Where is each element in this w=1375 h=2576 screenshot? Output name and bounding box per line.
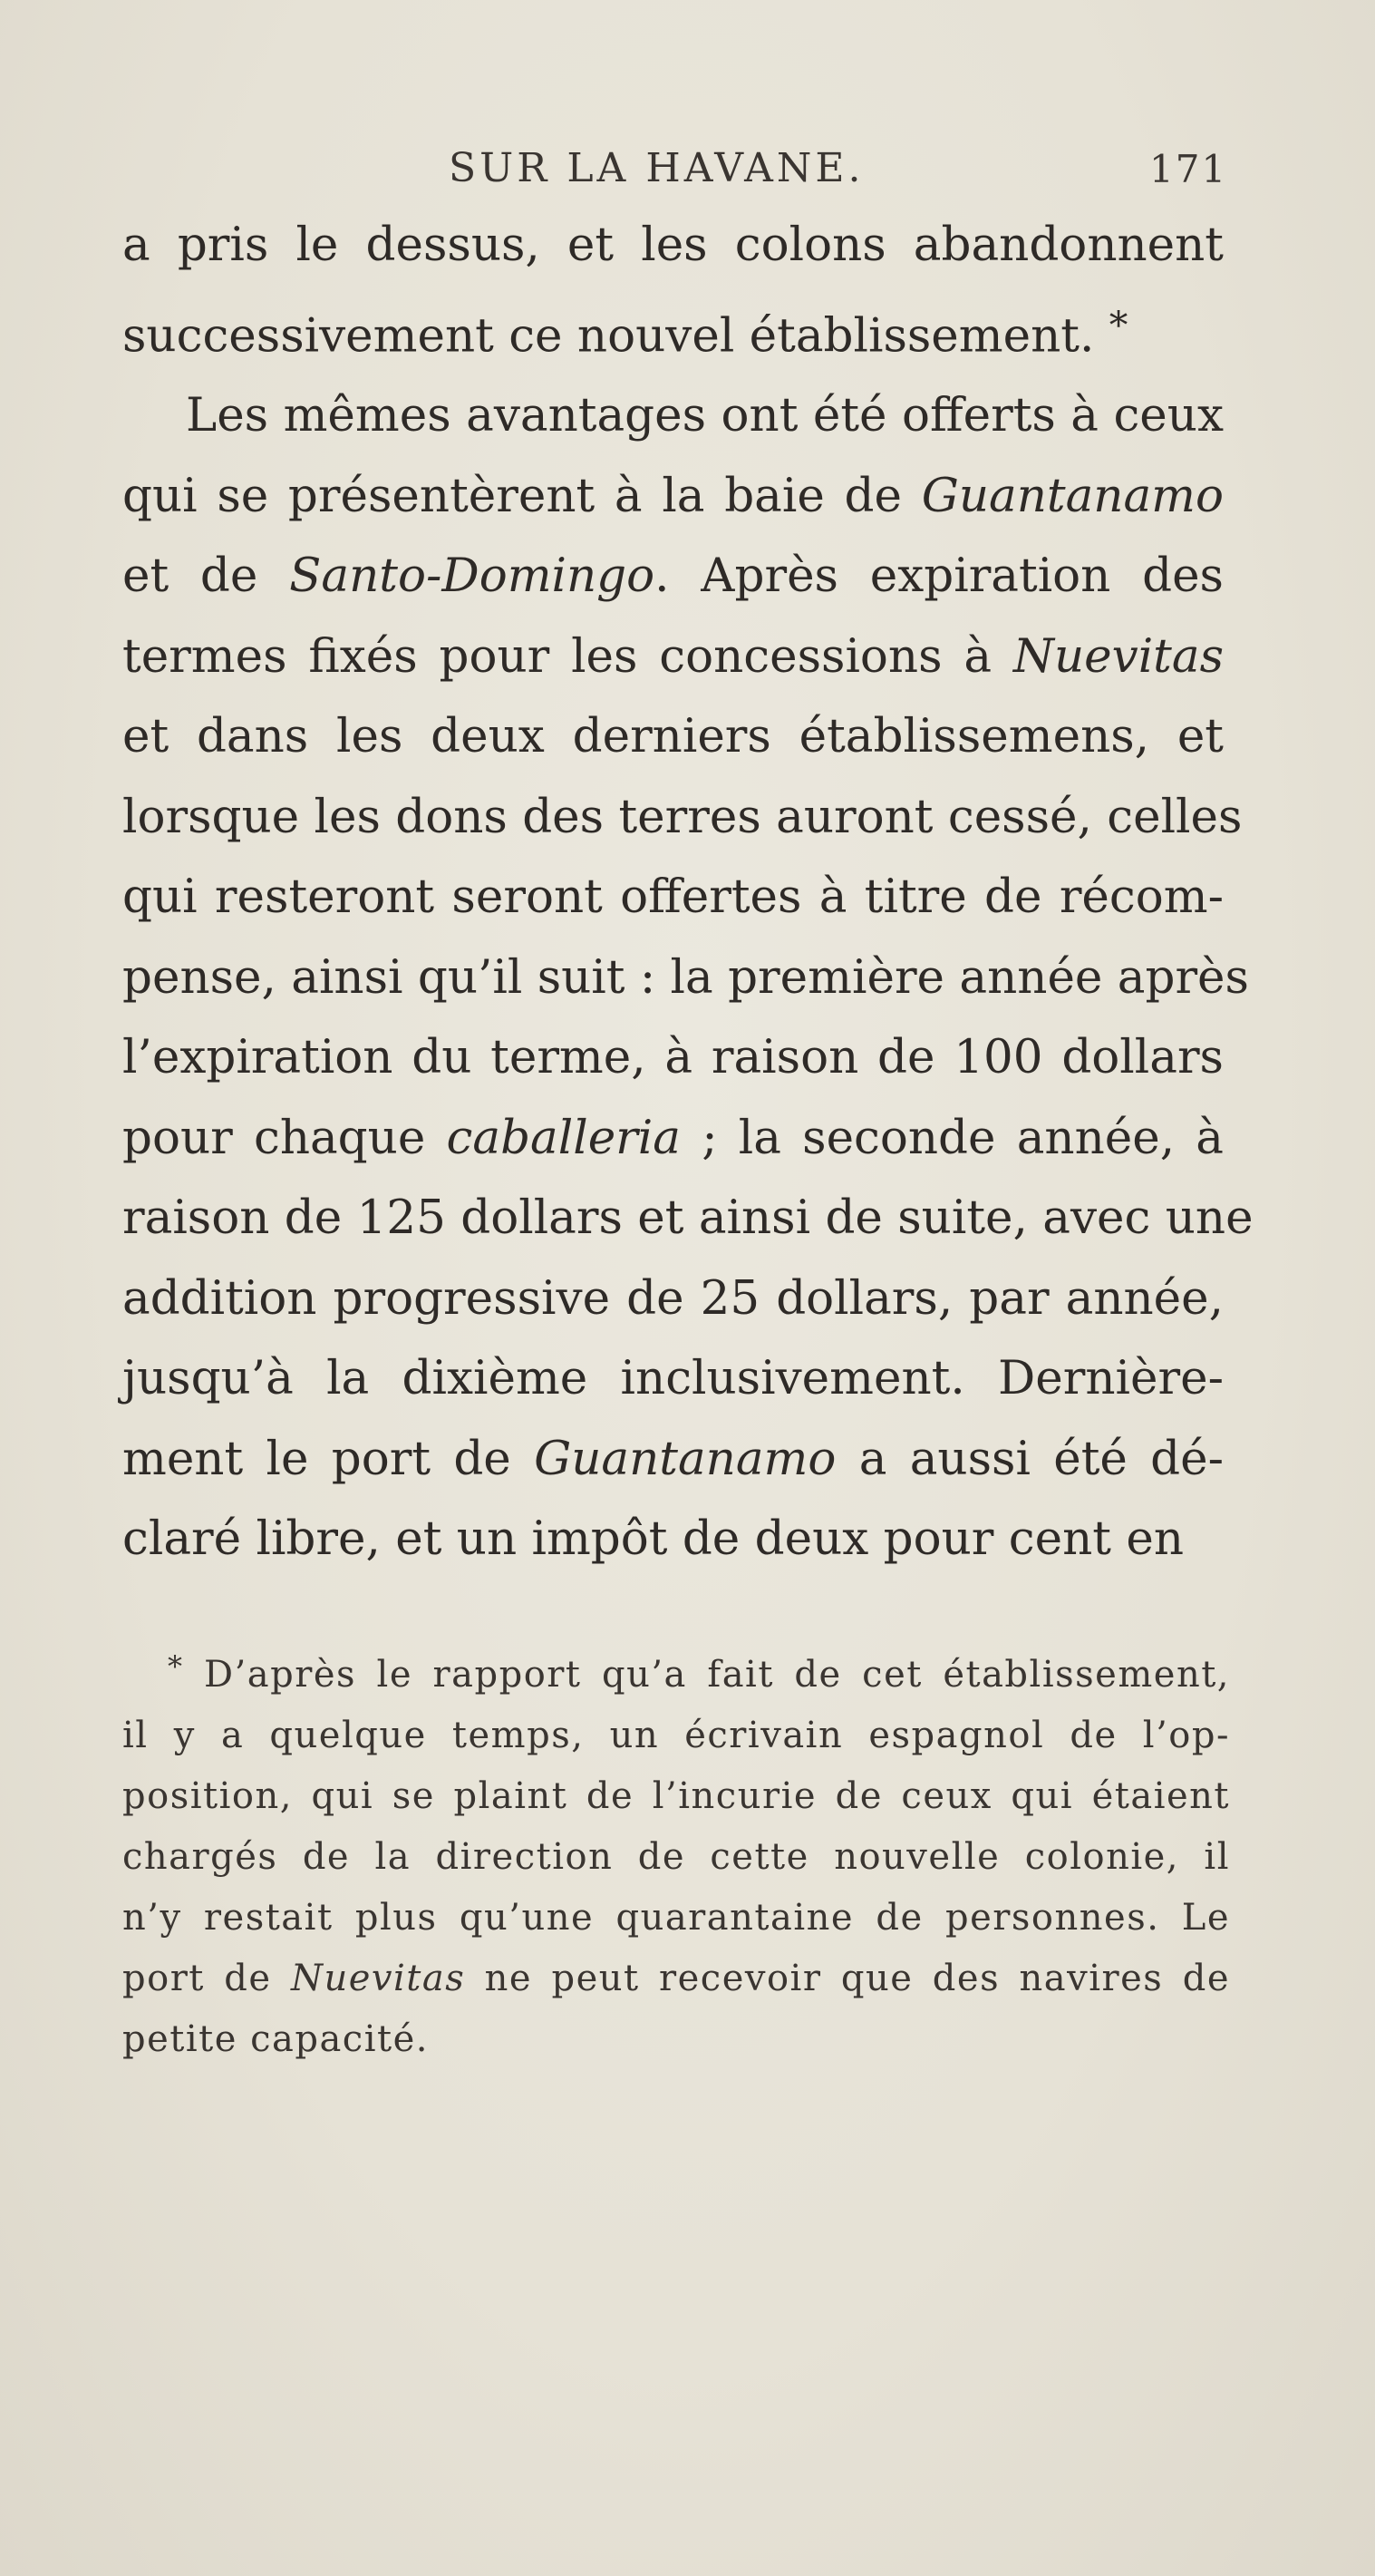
text-line: successivement ce nouvel établissement. * [122, 303, 1128, 363]
footnote [122, 1637, 1230, 2070]
footnote-line: * D’après le rapport qu’a fait de cet établissement, [168, 1649, 1230, 1696]
text-line: qui resteront seront offertes à titre de récom- [122, 870, 1224, 925]
text-line: termes fixés pour les concessions à Nuevitas [122, 628, 1224, 684]
text-line: Les mêmes avantages ont été offerts à ceux [186, 388, 1224, 443]
main-text [122, 205, 1254, 1580]
footnote-line: port de Nuevitas ne peut recevoir que des navires de [122, 1958, 1230, 2000]
text-line: pour chaque caballeria ; la seconde année, à [122, 1110, 1224, 1165]
text-line: qui se présentèrent à la baie de Guantanamo [122, 468, 1224, 523]
footnote-line: petite capacité. [122, 2018, 429, 2061]
text-line: jusqu’à la dixième inclusivement. Dernière- [122, 1351, 1224, 1406]
footnote-line: chargés de la direction de cette nouvelle colonie, il [122, 1836, 1230, 1879]
text-line: et dans les deux derniers établissemens, et [122, 709, 1224, 764]
footnote-line: n’y restait plus qu’une quarantaine de personnes. Le [122, 1897, 1230, 1939]
footnote-line: il y a quelque temps, un écrivain espagnol de l’op- [122, 1715, 1230, 1757]
text-line: a pris le dessus, et les colons abandonnent [122, 218, 1224, 272]
text-line: addition progressive de 25 dollars, par année, [122, 1270, 1224, 1326]
text-line: l’expiration du terme, à raison de 100 dollars [122, 1030, 1224, 1085]
footnote-marker: * [168, 1649, 184, 1684]
text-line: raison de 125 dollars et ainsi de suite, avec une [122, 1191, 1254, 1246]
page-number: 171 [1149, 147, 1228, 191]
running-head: SUR LA HAVANE. [449, 145, 865, 191]
text-line: pense, ainsi qu’il suit : la première année après [122, 949, 1249, 1005]
text-line: ment le port de Guantanamo a aussi été dé- [122, 1431, 1225, 1486]
text-line: et de Santo-Domingo. Après expiration des [122, 549, 1224, 604]
text-line: lorsque les dons des terres auront cessé, celles [122, 789, 1243, 844]
text-line: claré libre, et un impôt de deux pour cent en [122, 1512, 1184, 1567]
footnote-line: position, qui se plaint de l’incurie de ceux qui étaient [122, 1775, 1230, 1818]
footnote-marker: * [1109, 303, 1128, 347]
page-header [0, 145, 1375, 199]
